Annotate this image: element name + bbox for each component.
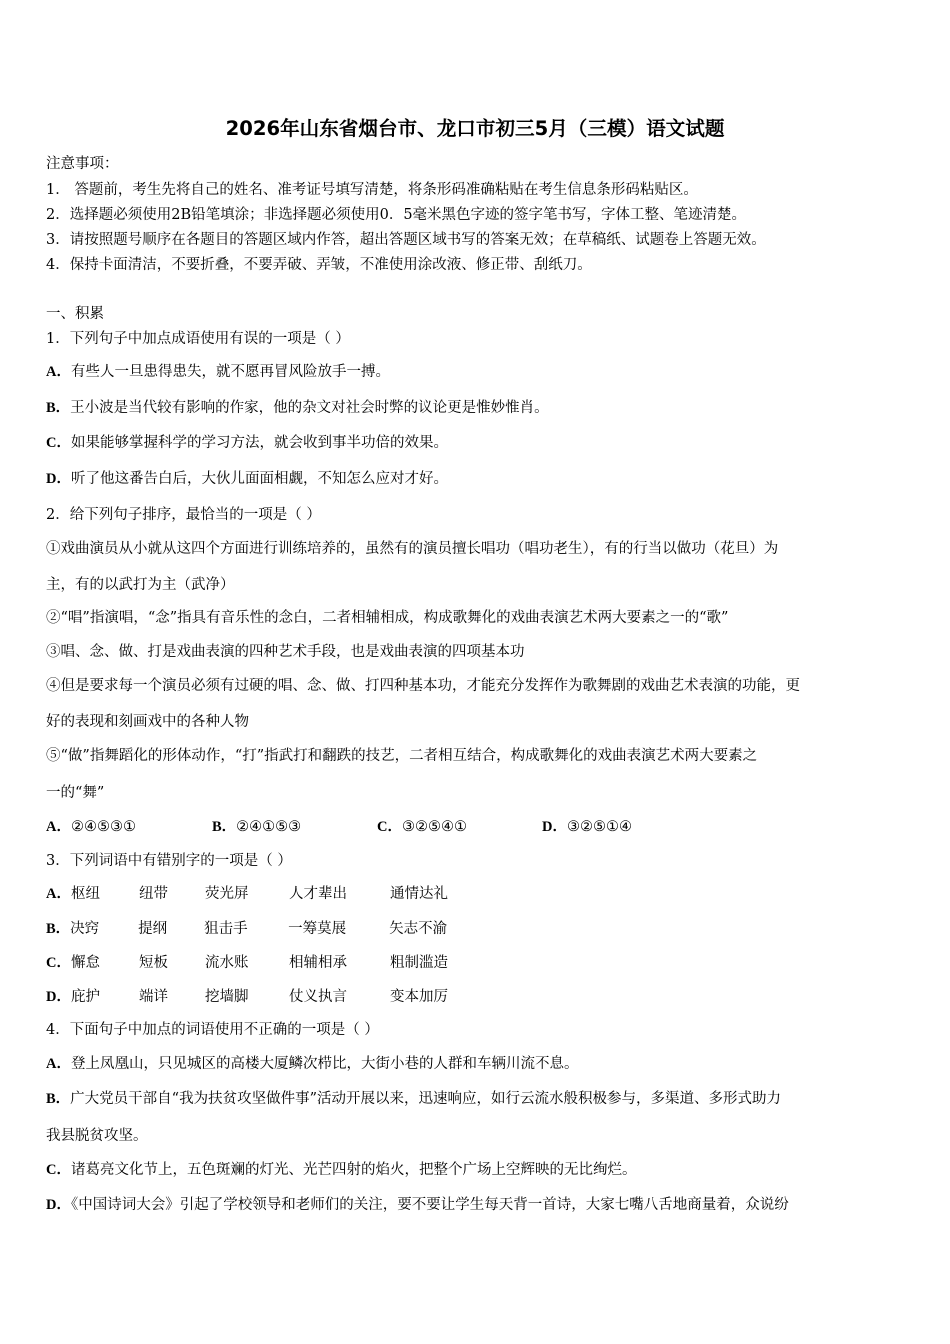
question-1-option-a [46, 360, 390, 381]
word: 懈怠 [70, 955, 100, 971]
option-label: B． [212, 819, 237, 835]
question-4-option-b [46, 1087, 781, 1108]
question-1-option-d [46, 467, 448, 488]
option-text: 登上凤凰山，只见城区的高楼大厦鳞次栉比，大街小巷的人群和车辆川流不息。 [70, 1056, 579, 1072]
section-heading: 一、积累 [46, 306, 104, 322]
word: 一筹莫展 [288, 921, 347, 937]
word: 决窍 [70, 921, 100, 937]
option [212, 815, 377, 836]
option-text: ②④①⑤③ [236, 819, 302, 835]
option-text: 如果能够掌握科学的学习方法，就会收到事半功倍的效果。 [70, 435, 448, 451]
notice-item: 4．保持卡面清洁，不要折叠，不要弄破、弄皱，不准使用涂改液、修正带、刮纸刀。 [46, 257, 592, 273]
option-label: A． [46, 819, 71, 835]
word: 通情达礼 [389, 886, 448, 902]
option-label: C． [46, 435, 71, 451]
question-4-option-a [46, 1052, 578, 1073]
question-3-stem: 3．下列词语中有错别字的一项是（ ） [46, 853, 292, 869]
question-1-option-b [46, 396, 549, 417]
word: 提纲 [138, 921, 168, 937]
word: 短板 [138, 955, 168, 971]
question-2-options [46, 815, 632, 836]
word: 挖墙脚 [204, 989, 249, 1005]
question-1-option-c [46, 431, 448, 452]
notice-heading: 注意事项： [46, 156, 119, 172]
option-label: B． [46, 1091, 71, 1107]
option-text: ③②⑤④① [401, 819, 467, 835]
word: 变本加厉 [389, 989, 448, 1005]
word: 相辅相承 [288, 955, 347, 971]
question-4-option-d [46, 1193, 789, 1214]
option-label: B． [46, 400, 71, 416]
word: 端详 [138, 989, 168, 1005]
option-label: B． [46, 921, 71, 937]
option [542, 815, 632, 836]
option [46, 815, 212, 836]
option-label: A． [46, 1056, 71, 1072]
option-label: D． [46, 471, 71, 487]
question-3-row-a [46, 882, 448, 903]
question-2-sentence-4: ④但是要求每一个演员必须有过硬的唱、念、做、打四种基本功，才能充分发挥作为歌舞剧的戏曲艺术表演的功能，更 [46, 678, 800, 694]
option-text: 广大党员干部自“我为扶贫攻坚做件事”活动开展以来，迅速响应，如行云流水般积极参与，多渠道、多形式助力 [70, 1091, 781, 1107]
option-text: 有些人一旦患得患失，就不愿再冒风险放手一搏。 [70, 364, 390, 380]
option-label: C． [46, 1162, 71, 1178]
option-label: D． [46, 989, 71, 1005]
question-3-row-b [46, 917, 447, 938]
option-text: 听了他这番告白后，大伙儿面面相觑，不知怎么应对才好。 [70, 471, 448, 487]
word: 人才辈出 [288, 886, 347, 902]
option-label: C． [46, 955, 71, 971]
option-text: ③②⑤①④ [566, 819, 632, 835]
question-2-sentence-5: ⑤“做”指舞蹈化的形体动作，“打”指武打和翻跌的技艺，二者相互结合，构成歌舞化的戏曲表演艺术两大要素之 [46, 748, 758, 764]
word: 狙击手 [204, 921, 248, 937]
question-2-sentence-4-cont: 好的表现和刻画戏中的各种人物 [46, 714, 249, 730]
option-text: ②④⑤③① [70, 819, 136, 835]
question-2-stem: 2．给下列句子排序，最恰当的一项是（ ） [46, 507, 321, 523]
word: 庇护 [70, 989, 100, 1005]
option-text: 《中国诗词大会》引起了学校领导和老师们的关注，要不要让学生每天背一首诗，大家七嘴八舌地商量着，众说纷 [70, 1197, 789, 1213]
notice-item: 1． 答题前，考生先将自己的姓名、准考证号填写清楚，将条形码准确粘贴在考生信息条形码粘贴区。 [46, 182, 698, 198]
option-label: D． [46, 1197, 71, 1213]
question-1-stem: 1．下列句子中加点成语使用有误的一项是（ ） [46, 331, 350, 347]
question-2-sentence-5-cont: 一的“舞” [46, 785, 105, 801]
option-label: A． [46, 364, 71, 380]
option-label: D． [542, 819, 567, 835]
option-label: C． [377, 819, 402, 835]
word: 矢志不渝 [389, 921, 448, 937]
word: 粗制滥造 [389, 955, 448, 971]
question-3-row-d [46, 985, 448, 1006]
option-text: 王小波是当代较有影响的作家，他的杂文对社会时弊的议论更是惟妙惟肖。 [70, 400, 549, 416]
question-2-sentence-2: ②“唱”指演唱，“念”指具有音乐性的念白，二者相辅相成，构成歌舞化的戏曲表演艺术两大要素之一的“歌” [46, 610, 729, 626]
option [377, 815, 542, 836]
option-text: 诸葛亮文化节上，五色斑斓的灯光、光芒四射的焰火，把整个广场上空辉映的无比绚烂。 [70, 1162, 637, 1178]
word: 仗义执言 [288, 989, 347, 1005]
question-4-option-b-cont: 我县脱贫攻坚。 [46, 1128, 148, 1144]
question-4-option-c [46, 1158, 636, 1179]
question-3-row-c [46, 951, 448, 972]
notice-item: 3．请按照题号顺序在各题目的答题区域内作答，超出答题区域书写的答案无效；在草稿纸、试题卷上答题无效。 [46, 232, 766, 248]
question-2-sentence-1-cont: 主，有的以武打为主（武净） [46, 577, 235, 593]
question-4-stem: 4．下面句子中加点的词语使用不正确的一项是（ ） [46, 1022, 379, 1038]
word: 枢纽 [70, 886, 100, 902]
page-title: 2026年山东省烟台市、龙口市初三5月（三模）语文试题 [225, 117, 725, 140]
question-2-sentence-1: ①戏曲演员从小就从这四个方面进行训练培养的，虽然有的演员擅长唱功（唱功老生），有的行当以做功（花旦）为 [46, 541, 779, 557]
option-label: A． [46, 886, 71, 902]
notice-item: 2．选择题必须使用2B铅笔填涂；非选择题必须使用0．5毫米黑色字迹的签字笔书写，字体工整、笔迹清楚。 [46, 207, 747, 223]
word: 荧光屏 [204, 886, 249, 902]
word: 流水账 [204, 955, 249, 971]
word: 纽带 [138, 886, 168, 902]
question-2-sentence-3: ③唱、念、做、打是戏曲表演的四种艺术手段，也是戏曲表演的四项基本功 [46, 644, 525, 660]
